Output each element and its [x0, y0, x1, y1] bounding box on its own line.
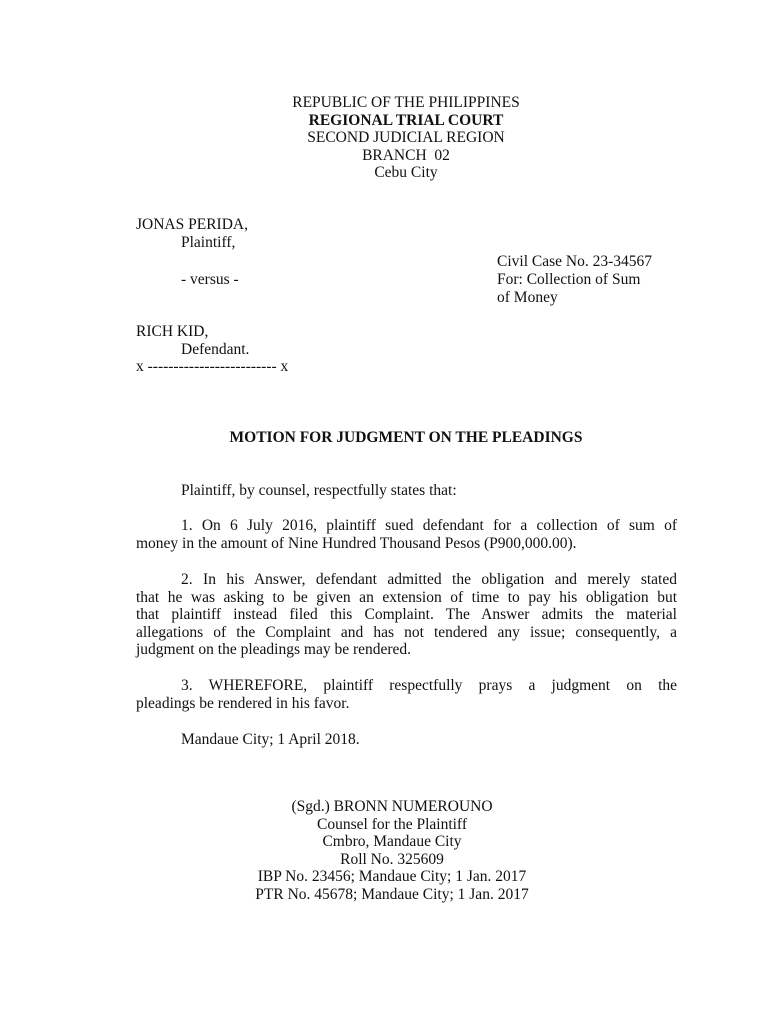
paragraph-3 — [136, 677, 677, 712]
paragraph-2-line-1: 2. In his Answer, defendant admitted the obligation and merely stated — [181, 571, 677, 588]
header-city: Cebu City — [374, 164, 438, 181]
plaintiff-name: JONAS PERIDA, — [136, 216, 248, 233]
signatory-ibp: IBP No. 23456; Mandaue City; 1 Jan. 2017 — [257, 868, 527, 885]
paragraph-2-line-3: that plaintiff instead filed this Complaint. The Answer admits the material — [136, 606, 677, 623]
header-branch: BRANCH 02 — [362, 146, 450, 164]
signatory-name: (Sgd.) BRONN NUMEROUNO — [291, 798, 493, 815]
signatory-ptr: PTR No. 45678; Mandaue City; 1 Jan. 2017 — [255, 885, 529, 903]
paragraph-2 — [136, 571, 677, 659]
header-republic: REPUBLIC OF THE PHILIPPINES — [292, 94, 520, 111]
motion-title: MOTION FOR JUDGMENT ON THE PLEADINGS — [229, 429, 583, 446]
case-nature-line1: For: Collection of Sum — [497, 271, 641, 288]
paragraph-2-line-2: that he was asking to be given an extension of time to pay his obligation but — [136, 588, 677, 606]
signatory-address: Cmbro, Mandaue City — [322, 833, 462, 850]
paragraph-1-line-2: money in the amount of Nine Hundred Thousand Pesos (P900,000.00). — [136, 534, 577, 552]
defendant-name: RICH KID, — [136, 323, 209, 340]
paragraph-3-line-1: 3. WHEREFORE, plaintiff respectfully prays a judgment on the — [181, 677, 677, 694]
paragraph-3-line-2: pleadings be rendered in his favor. — [136, 694, 350, 712]
defendant-role: Defendant. — [181, 341, 250, 358]
header-court: REGIONAL TRIAL COURT — [308, 111, 504, 129]
header-region: SECOND JUDICIAL REGION — [307, 129, 505, 146]
case-number: Civil Case No. 23-34567 — [497, 253, 652, 270]
date-place: Mandaue City; 1 April 2018. — [181, 731, 360, 748]
court-header — [0, 94, 768, 182]
paragraph-1 — [136, 517, 677, 552]
paragraph-1-line-1: 1. On 6 July 2016, plaintiff sued defendant for a collection of sum of — [181, 517, 677, 534]
signatory-roll: Roll No. 325609 — [340, 850, 444, 868]
paragraph-2-line-5: judgment on the pleadings may be rendered. — [136, 641, 412, 658]
signatory-role: Counsel for the Plaintiff — [317, 815, 467, 833]
versus-label: - versus - — [181, 271, 239, 288]
intro-text: Plaintiff, by counsel, respectfully states that: — [181, 482, 457, 499]
paragraph-2-line-4: allegations of the Complaint and has not tendered any issue; consequently, a — [136, 623, 677, 641]
case-nature-line2: of Money — [497, 289, 558, 306]
plaintiff-role: Plaintiff, — [181, 234, 236, 251]
caption-separator: x ------------------------- x — [136, 358, 289, 375]
